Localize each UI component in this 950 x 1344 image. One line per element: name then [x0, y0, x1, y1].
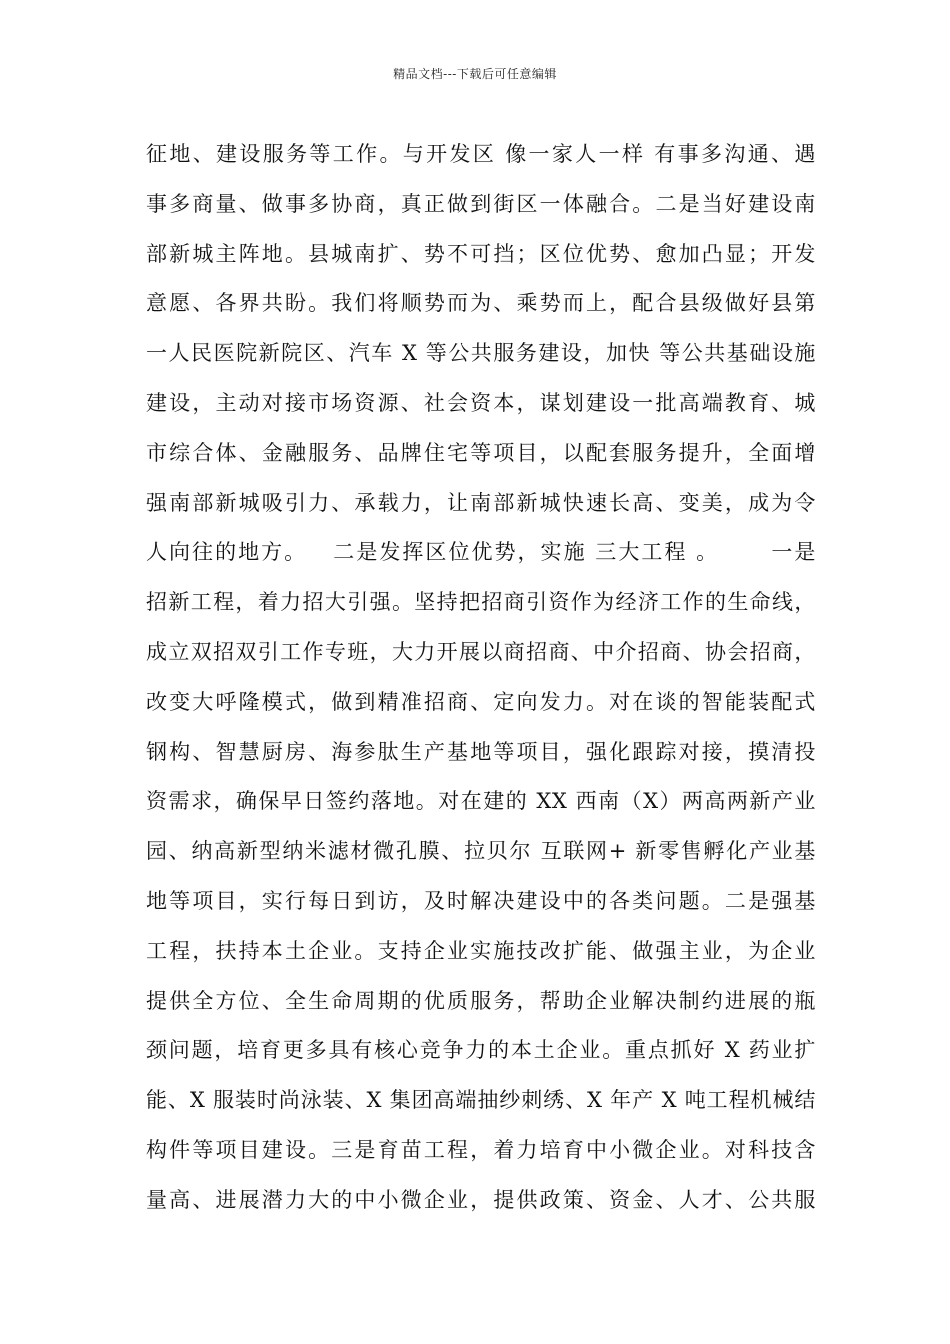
text-line: 改变大呼隆模式，做到精准招商、定向发力。对在谈的智能装配式 [146, 689, 816, 714]
page-header: 精品文档---下载后可任意编辑 [393, 67, 557, 81]
text-line: 事多商量、做事多协商，真正做到街区一体融合。二是当好建设南 [146, 191, 816, 216]
text-line: 征地、建设服务等工作。与开发区 像一家人一样 有事多沟通、遇 [146, 142, 816, 166]
text-line: 资需求，确保早日签约落地。对在建的 XX 西南（X）两高两新产业 [146, 789, 816, 814]
text-line: 人向往的地方。 二是发挥区位优势，实施 三大工程 。 一是 [146, 540, 816, 565]
text-line: 成立双招双引工作专班，大力开展以商招商、中介招商、协会招商， [146, 639, 816, 664]
text-line: 强南部新城吸引力、承载力，让南部新城快速长高、变美，成为令 [146, 490, 816, 515]
text-line: 工程，扶持本土企业。支持企业实施技改扩能、做强主业，为企业 [146, 938, 816, 963]
text-line: 园、纳高新型纳米滤材微孔膜、拉贝尔 互联网+ 新零售孵化产业基 [146, 839, 816, 864]
text-line: 提供全方位、全生命周期的优质服务，帮助企业解决制约进展的瓶 [146, 988, 816, 1013]
text-line: 颈问题，培育更多具有核心竞争力的本土企业。重点抓好 X 药业扩 [146, 1038, 816, 1063]
text-line: 市综合体、金融服务、品牌住宅等项目，以配套服务提升，全面增 [146, 440, 816, 465]
text-line: 能、X 服装时尚泳装、X 集团高端抽纱刺绣、X 年产 X 吨工程机械结 [146, 1088, 816, 1113]
text-line: 量高、进展潜力大的中小微企业，提供政策、资金、人才、公共服 [146, 1187, 816, 1212]
text-line: 钢构、智慧厨房、海参肽生产基地等项目，强化跟踪对接，摸清投 [146, 739, 816, 764]
text-line: 一人民医院新院区、汽车 X 等公共服务建设，加快 等公共基础设施 [146, 341, 816, 366]
text-line: 建设，主动对接市场资源、社会资本，谋划建设一批高端教育、城 [146, 390, 816, 415]
body-text [146, 130, 816, 1226]
text-line: 构件等项目建设。三是育苗工程，着力培育中小微企业。对科技含 [146, 1137, 816, 1162]
text-line: 意愿、各界共盼。我们将顺势而为、乘势而上，配合县级做好县第 [146, 291, 816, 316]
text-line: 部新城主阵地。县城南扩、势不可挡；区位优势、愈加凸显；开发 [146, 241, 816, 266]
text-line: 招新工程，着力招大引强。坚持把招商引资作为经济工作的生命线， [146, 590, 816, 615]
text-line: 地等项目，实行每日到访，及时解决建设中的各类问题。二是强基 [146, 888, 816, 913]
